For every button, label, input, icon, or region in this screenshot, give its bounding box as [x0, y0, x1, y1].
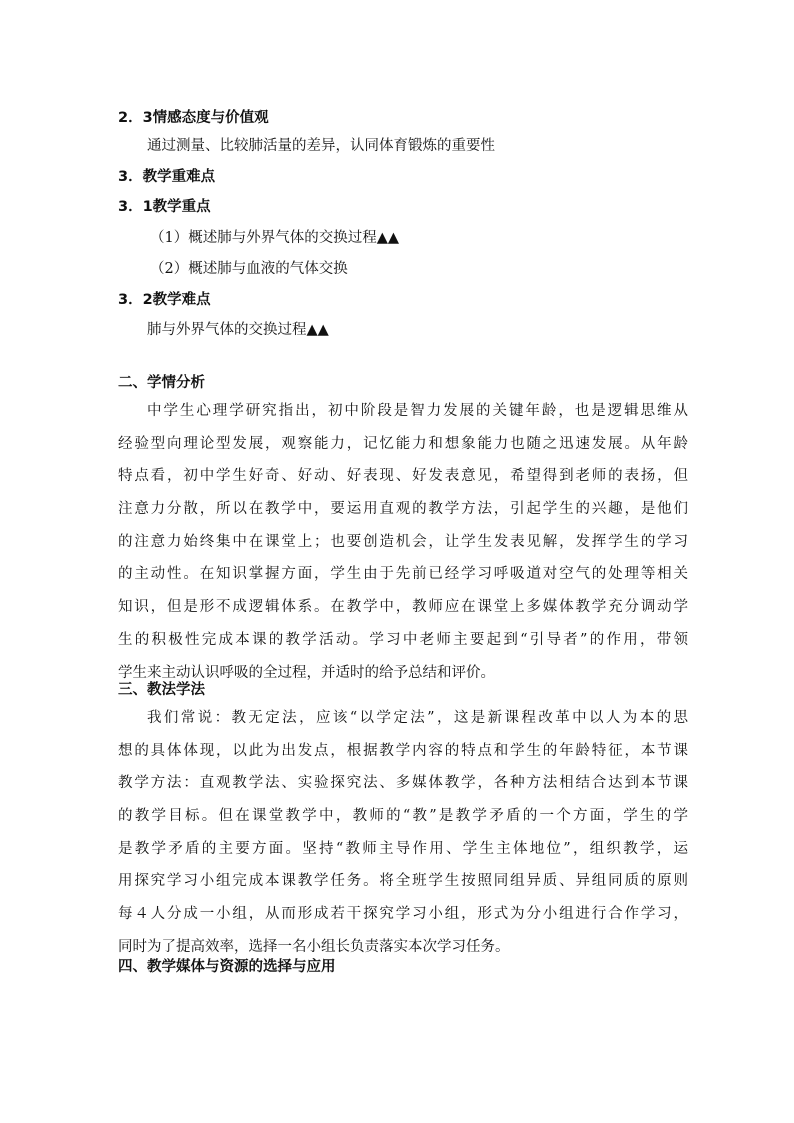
paragraph-student-analysis [118, 395, 688, 689]
key-point-1: （1）概述肺与外界气体的交换过程▲▲ [150, 230, 400, 246]
paragraph-line: 用探究学习小组完成本课教学任务。将全班学生按照同组异质、异组同质的原则 [118, 873, 688, 890]
paragraph-line: 同时为了提高效率，选择一名小组长负责落实本次学习任务。 [118, 938, 510, 955]
heading-si: 四、教学媒体与资源的选择与应用 [118, 959, 336, 975]
paragraph-line: 教学方法：直观教学法、实验探究法、多媒体教学，各种方法相结合达到本节课 [118, 775, 688, 792]
heading-3-2: 3．2教学难点 [118, 292, 211, 308]
heading-3-1: 3．1教学重点 [118, 199, 211, 215]
paragraph-line: 的教学目标。但在课堂教学中，教师的“教”是教学矛盾的一个方面，学生的学 [118, 808, 688, 825]
heading-3: 3．教学重难点 [118, 169, 216, 185]
paragraph-line: 的主动性。在知识掌握方面，学生由于先前已经学习呼吸道对空气的处理等相关 [118, 566, 688, 583]
paragraph-line: 注意力分散，所以在教学中，要运用直观的教学方法，引起学生的兴趣，是他们 [118, 501, 688, 518]
paragraph-line: 我们常说：教无定法，应该“以学定法”，这是新课程改革中以人为本的思 [147, 710, 688, 726]
text-2-3: 通过测量、比较肺活量的差异，认同体育锻炼的重要性 [147, 138, 495, 154]
key-point-2: （2）概述肺与血液的气体交换 [150, 261, 348, 277]
paragraph-teaching-methods [118, 702, 688, 964]
heading-er: 二、学情分析 [118, 375, 205, 391]
paragraph-line: 想的具体体现，以此为出发点，根据教学内容的特点和学生的年龄特征，本节课 [118, 742, 688, 759]
paragraph-line: 是教学矛盾的主要方面。坚持“教师主导作用、学生主体地位”，组织教学，运 [118, 840, 688, 857]
heading-2-3: 2．3情感态度与价值观 [118, 110, 269, 126]
paragraph-line: 学生来主动认识呼吸的全过程，并适时的给予总结和评价。 [118, 664, 495, 681]
paragraph-line: 中学生心理学研究指出，初中阶段是智力发展的关键年龄，也是逻辑思维从 [147, 403, 688, 419]
paragraph-line: 的注意力始终集中在课堂上；也要创造机会，让学生发表见解，发挥学生的学习 [118, 533, 688, 550]
paragraph-line: 生的积极性完成本课的教学活动。学习中老师主要起到“引导者”的作用，带领 [118, 631, 688, 648]
paragraph-line: 每４人分成一小组，从而形成若干探究学习小组，形式为分小组进行合作学习， [118, 906, 688, 923]
heading-san: 三、教法学法 [118, 682, 205, 698]
paragraph-line: 经验型向理论型发展，观察能力，记忆能力和想象能力也随之迅速发展。从年龄 [118, 435, 688, 452]
text-3-2: 肺与外界气体的交换过程▲▲ [147, 322, 329, 338]
paragraph-line: 知识，但是形不成逻辑体系。在教学中，教师应在课堂上多媒体教学充分调动学 [118, 599, 688, 616]
paragraph-line: 特点看，初中学生好奇、好动、好表现、好发表意见，希望得到老师的表扬，但 [118, 468, 688, 485]
